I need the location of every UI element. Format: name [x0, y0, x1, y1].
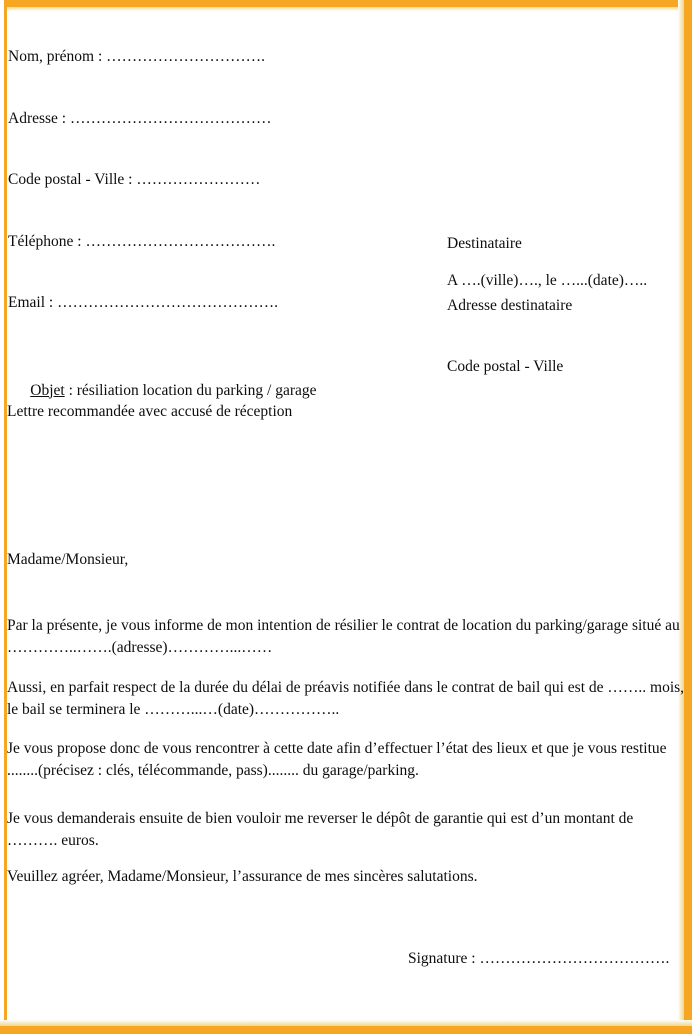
signature-line: Signature : ……………………………….	[408, 950, 670, 967]
salutation: Madame/Monsieur,	[7, 551, 129, 568]
place-date-line: A ….(ville)…., le …...(date)…..	[447, 272, 648, 289]
recipient-postal-city-line: Code postal - Ville	[447, 358, 564, 375]
subject-label: Objet	[30, 381, 65, 399]
body-paragraph-2: Aussi, en parfait respect de la durée du délai de préavis notifiée dans le contrat de bail qui est de …….. mois, le bail se terminera le ………...…(date)……………..	[7, 679, 688, 718]
recipient-name-line: Destinataire	[447, 235, 522, 252]
sender-phone-line: Téléphone : ……………………………….	[8, 232, 276, 250]
sender-address-line: Adresse : …………………………………	[8, 109, 272, 127]
sender-postal-city-line: Code postal - Ville : ……………………	[8, 171, 261, 188]
delivery-notice: Lettre recommandée avec accusé de réception	[7, 403, 293, 420]
sender-name-line: Nom, prénom : ………………………….	[8, 48, 266, 65]
body-paragraph-4: Je vous demanderais ensuite de bien vouloir me reverser le dépôt de garantie qui est d’un montant de ………. euros.	[7, 810, 638, 849]
sender-email-line: Email : …………………………………….	[8, 294, 278, 311]
subject-value: résiliation location du parking / garage	[76, 381, 317, 399]
subject-separator: :	[64, 381, 77, 399]
body-paragraph-1: Par la présente, je vous informe de mon intention de résilier le contrat de location du parking/garage situé au …………..…….(adresse)…………...……	[7, 617, 684, 656]
body-paragraph-3: Je vous propose donc de vous rencontrer à cette date afin d’effectuer l’état des lieux et que je vous restitue ........(précisez : clés, télécommande, pass)........ du garage/parking.	[7, 740, 671, 779]
recipient-address-line: Adresse destinataire	[447, 296, 573, 314]
sender-address-block	[8, 6, 338, 355]
closing-paragraph: Veuillez agréer, Madame/Monsieur, l’assurance de mes sincères salutations.	[7, 868, 478, 885]
